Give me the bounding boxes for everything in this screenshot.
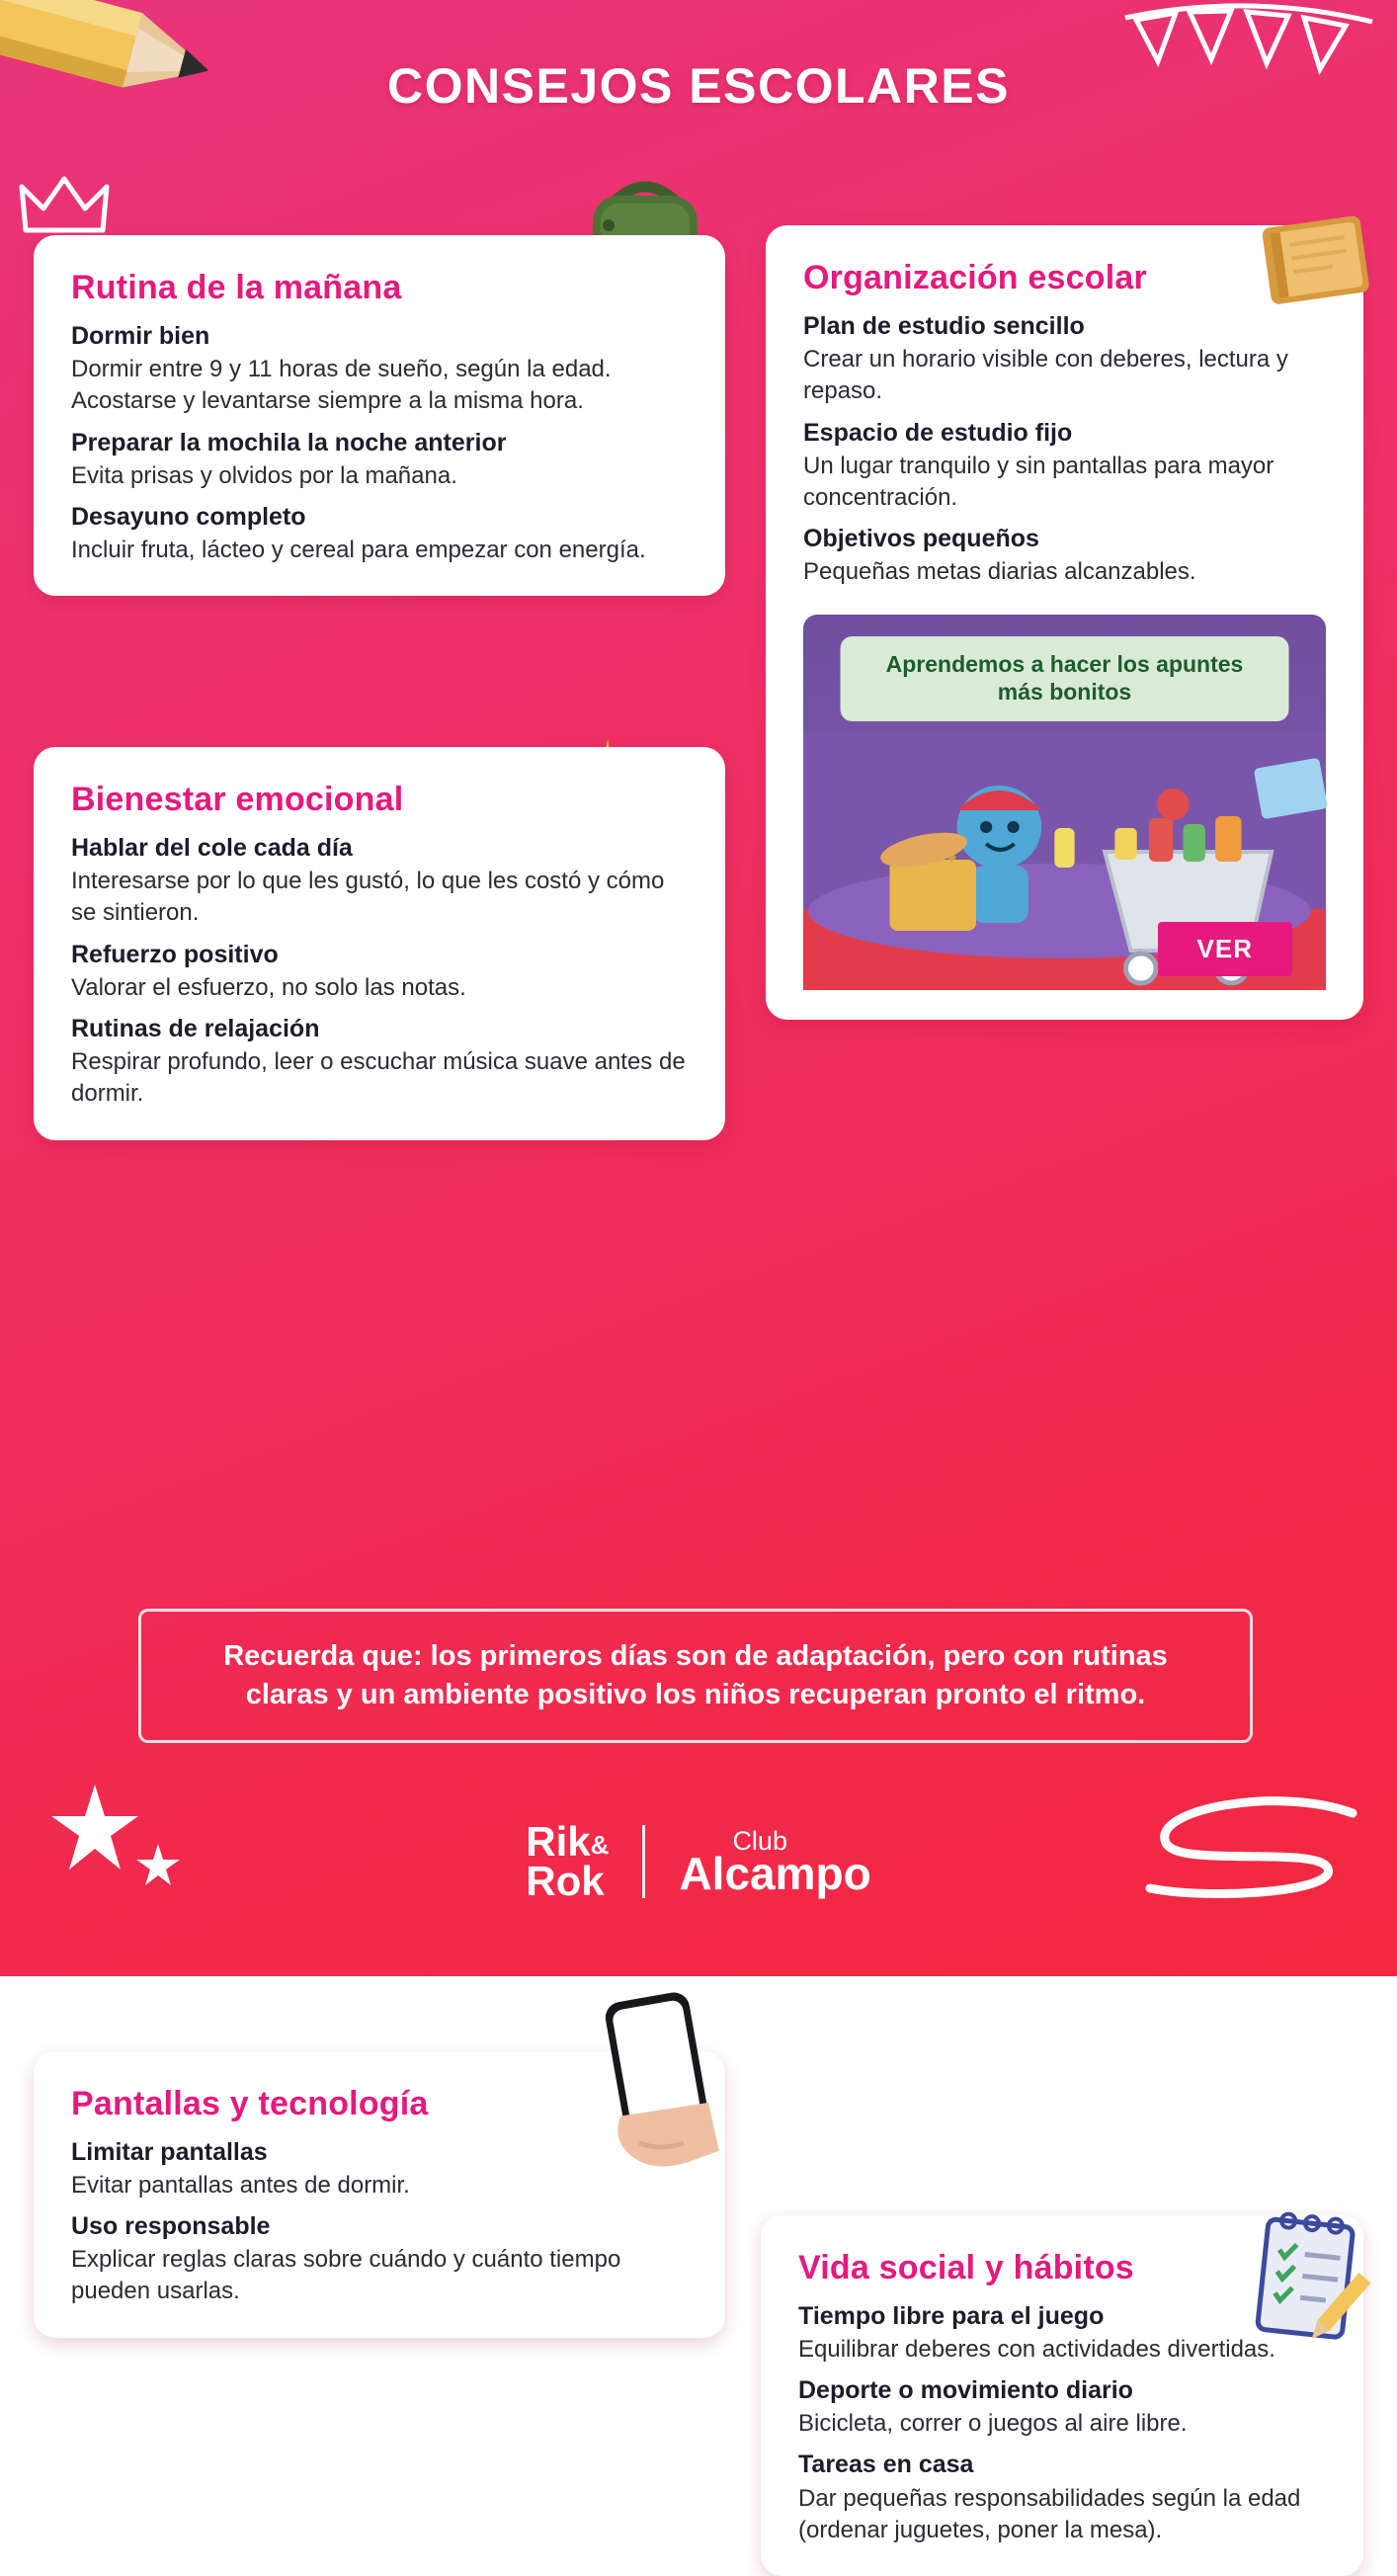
alcampo-name: Alcampo [679, 1847, 871, 1899]
card-subheading: Refuerzo positivo [71, 940, 279, 968]
card-body: Un lugar tranquilo y sin pantallas para mayor concentración. [803, 452, 1274, 511]
card-screens-technology [34, 2051, 725, 2338]
phone-in-hand-icon [587, 1990, 735, 2188]
card-subheading: Tareas en casa [798, 2451, 974, 2479]
card-morning-routine [34, 235, 725, 596]
card-body: Dar pequeñas responsabilidades según la edad (ordenar juguetes, poner la mesa). [798, 2484, 1301, 2543]
card-body: Equilibrar deberes con actividades divertidas. [798, 2335, 1275, 2363]
reminder-line-2: claras y un ambiente positivo los niños recuperan pronto el ritmo. [245, 1679, 1146, 1711]
rikrok-logo [526, 1818, 610, 1905]
footer-divider [642, 1825, 645, 1898]
card-subheading: Limitar pantallas [71, 2137, 268, 2166]
card-body: Explicar reglas claras sobre cuándo y cuánto tiempo pueden usarlas. [71, 2246, 621, 2305]
card-body: Respirar profundo, leer o escuchar música suave antes de dormir. [71, 1048, 686, 1108]
card-subheading: Desayuno completo [71, 502, 306, 531]
stars-icon [59, 1779, 188, 1887]
reminder-note [138, 1609, 1253, 1743]
alcampo-club: Club [732, 1825, 787, 1856]
card-body: Evita prisas y olvidos por la mañana. [71, 461, 457, 489]
card-body: Interesarse por lo que les gustó, lo que les costó y cómo se sintieron. [71, 868, 665, 927]
card-title: Vida social y hábitos [798, 2248, 1134, 2286]
card-title: Rutina de la mañana [71, 269, 402, 306]
promo-bubble-text: Aprendemos a hacer los apuntes más bonitos [840, 636, 1289, 721]
card-subheading: Rutinas de relajación [71, 1014, 320, 1042]
card-body: Valorar el esfuerzo, no solo las notas. [71, 973, 466, 1001]
reminder-line-1: Recuerda que: los primeros días son de adaptación, pero con rutinas [223, 1640, 1168, 1672]
card-subheading: Uso responsable [71, 2211, 271, 2240]
card-subheading: Espacio de estudio fijo [803, 418, 1073, 447]
alcampo-logo [679, 1825, 871, 1899]
page-title: CONSEJOS ESCOLARES [387, 58, 1010, 114]
card-subheading: Plan de estudio sencillo [803, 312, 1085, 340]
card-title: Bienestar emocional [71, 781, 404, 818]
card-body: Incluir fruta, lácteo y cereal para empezar con energía. [71, 537, 646, 564]
card-subheading: Deporte o movimiento diario [798, 2375, 1133, 2404]
card-body: Dormir entre 9 y 11 horas de sueño, según la edad. Acostarse y levantarse siempre a la misma hora. [71, 356, 612, 415]
card-subheading: Objetivos pequeños [803, 525, 1039, 553]
crown-icon [18, 173, 112, 242]
squiggle-icon [1130, 1793, 1357, 1922]
card-body: Evitar pantallas antes de dormir. [71, 2171, 410, 2199]
rikrok-rik: Rik [526, 1818, 591, 1866]
card-title: Organización escolar [803, 259, 1147, 296]
card-school-organization [766, 225, 1363, 1020]
promo-ver-button[interactable]: VER [1158, 922, 1292, 976]
card-social-life-habits [761, 2215, 1363, 2576]
card-emotional-wellbeing [34, 747, 725, 1140]
book-icon [1253, 208, 1381, 316]
card-subheading: Hablar del cole cada día [71, 834, 353, 862]
card-subheading: Preparar la mochila la noche anterior [71, 428, 507, 457]
card-subheading: Dormir bien [71, 322, 210, 350]
rikrok-rok: Rok [526, 1858, 605, 1905]
notepad-icon [1239, 2205, 1377, 2354]
card-body: Pequeñas metas diarias alcanzables. [803, 558, 1196, 586]
card-subheading: Tiempo libre para el juego [798, 2301, 1105, 2330]
card-title: Pantallas y tecnología [71, 2084, 429, 2122]
rikrok-amp: & [590, 1830, 610, 1861]
card-body: Bicicleta, correr o juegos al aire libre. [798, 2410, 1188, 2438]
card-body: Crear un horario visible con deberes, lectura y repaso. [803, 346, 1288, 405]
promo-banner[interactable] [803, 615, 1326, 990]
